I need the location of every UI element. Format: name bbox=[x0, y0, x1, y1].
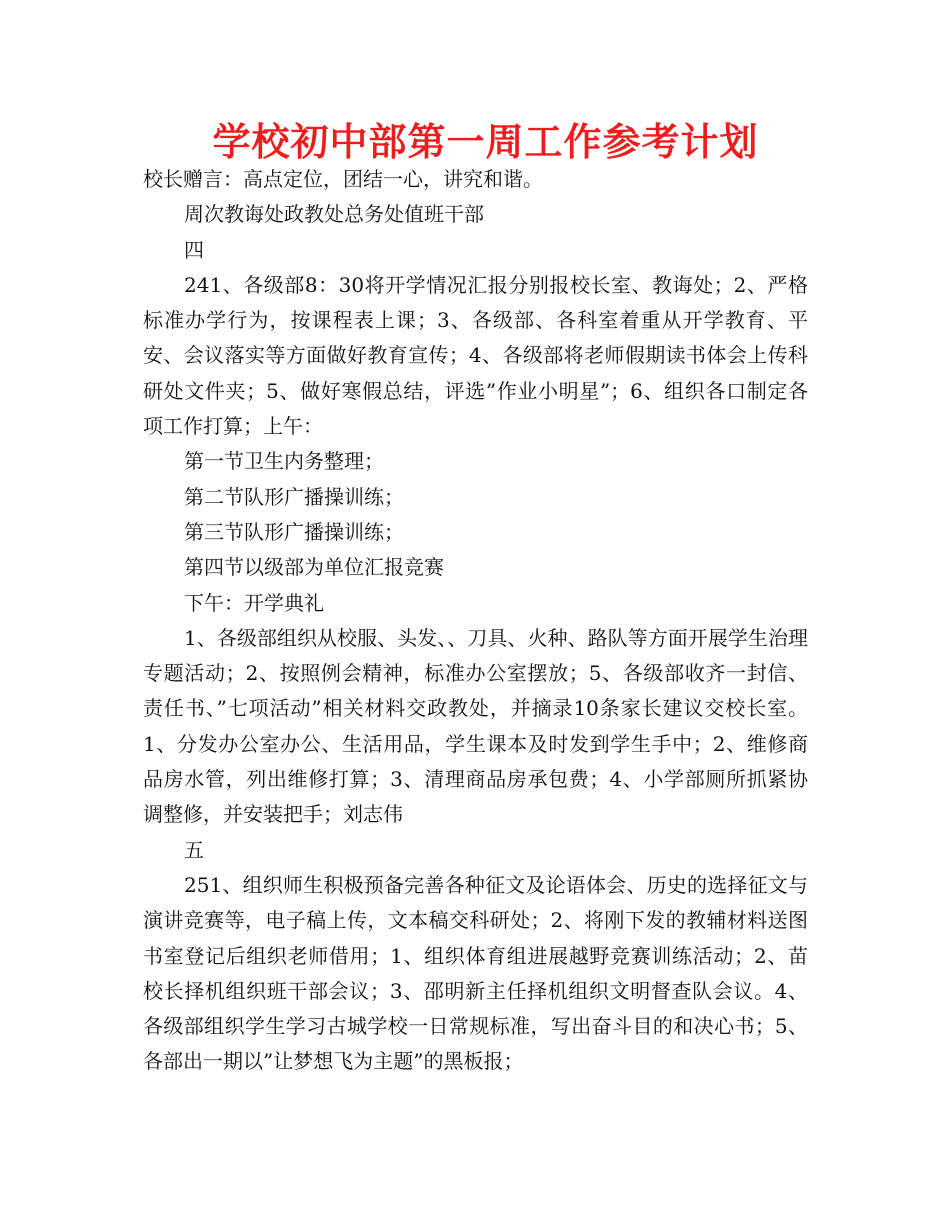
friday-tasks: 251、组织师生积极预备完善各种征文及论语体会、历史的选择征文与演讲竞赛等，电子稿上传，文本稿交科研处；2、将刚下发的教辅材料送图书室登记后组织老师借用；1、组织体育组进展越野竞赛训练活动；2、苗校长择机组织班干部会议；3、邵明新主任择机组织文明督查队会议。4、各级部组织学生学习古城学校一日常规标准，写出奋斗目的和决心书；5、各部出一期以”让梦想飞为主题”的黑板报； bbox=[143, 872, 808, 1074]
document-page bbox=[143, 118, 808, 1080]
thursday-tasks: 241、各级部8：30将开学情况汇报分别报校长室、教诲处；2、严格标准办学行为，按课程表上课；3、各级部、各科室着重从开学教育、平安、会议落实等方面做好教育宣传；4、各级部将老师假期读书体会上传科研处文件夹；5、做好寒假总结，评选”作业小明星”；6、组织各口制定各项工作打算；上午： bbox=[143, 272, 808, 439]
period-three: 第三节队形广播操训练； bbox=[184, 519, 404, 544]
period-four: 第四节以级部为单位汇报竞赛 bbox=[184, 555, 444, 580]
period-one: 第一节卫生内务整理； bbox=[184, 449, 384, 474]
weekday-friday: 五 bbox=[184, 837, 204, 862]
document-title: 学校初中部第一周工作参考计划 bbox=[212, 120, 759, 164]
schedule-header: 周次教诲处政教处总务处值班干部 bbox=[184, 202, 484, 227]
thursday-department-tasks: 1、各级部组织从校服、头发、、刀具、火种、路队等方面开展学生治理专题活动；2、按照例会精神，标准办公室摆放；5、各级部收齐一封信、责任书、”七项活动”相关材料交政教处，并摘录10条家长建议交校长室。1、分发办公室办公、生活用品，学生课本及时发到学生手中；2、维修商品房水管，列出维修打算；3、清理商品房承包费；4、小学部厕所抓紧协调整修，并安装把手；刘志伟 bbox=[143, 625, 808, 827]
period-two: 第二节队形广播操训练； bbox=[184, 484, 404, 509]
weekday-thursday: 四 bbox=[184, 237, 204, 262]
afternoon-ceremony: 下午：开学典礼 bbox=[184, 590, 324, 615]
principal-message: 校长赠言：高点定位，团结一心，讲究和谐。 bbox=[143, 167, 543, 191]
